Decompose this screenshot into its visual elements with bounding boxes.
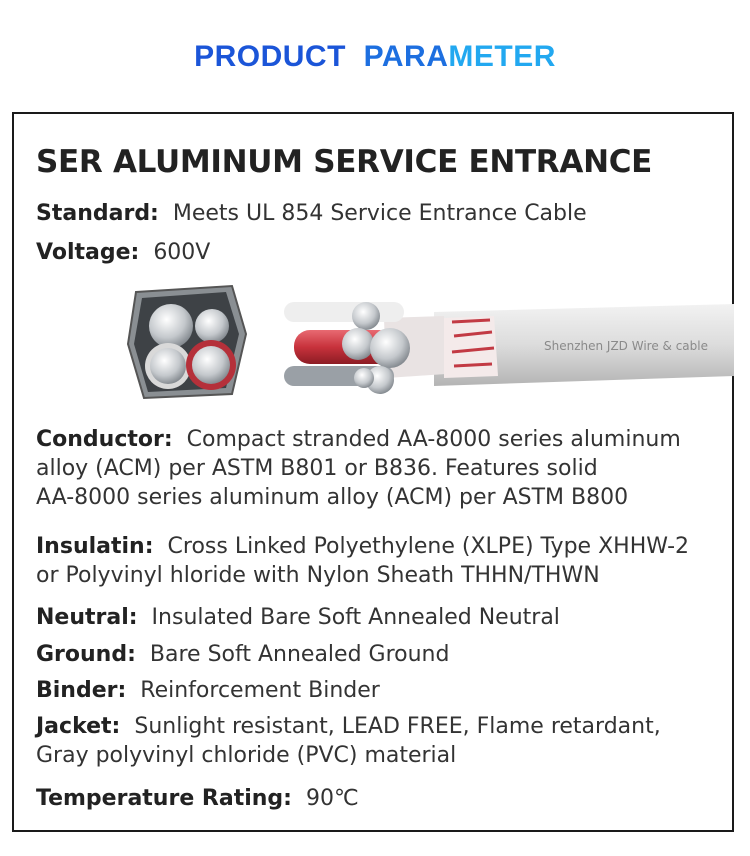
ground-value: Bare Soft Annealed Ground [149, 642, 450, 667]
voltage-label: Voltage: [36, 240, 140, 265]
cross-section [128, 286, 246, 398]
temperature-value: 90℃ [305, 786, 359, 811]
jacket-row [36, 712, 661, 741]
header-word-meter: METER [448, 40, 556, 73]
voltage-row [36, 238, 210, 267]
section-header [0, 40, 750, 74]
temperature-row [36, 784, 359, 813]
conductor-line2-row [36, 454, 598, 483]
product-title: SER ALUMINUM SERVICE ENTRANCE [36, 144, 653, 180]
conductor-line2: alloy (ACM) per ASTM B801 or B836. Features solid [36, 456, 598, 481]
binder-label: Binder: [36, 678, 127, 703]
jacket-label: Jacket: [36, 714, 121, 739]
standard-label: Standard: [36, 201, 159, 226]
standard-value: Meets UL 854 Service Entrance Cable [172, 201, 587, 226]
jacket-line1: Sunlight resistant, LEAD FREE, Flame retardant, [134, 714, 661, 739]
conductor-row [36, 425, 681, 454]
binder-row [36, 676, 380, 705]
cable-image [114, 274, 734, 409]
jacket-line2: Gray polyvinyl chloride (PVC) material [36, 743, 457, 768]
binder-value: Reinforcement Binder [140, 678, 380, 703]
header-word-para: PARA [363, 40, 449, 73]
insulation-row [36, 532, 689, 561]
ground-label: Ground: [36, 642, 136, 667]
neutral-row [36, 603, 560, 632]
insulation-line2-row [36, 561, 600, 590]
insulation-label: Insulatin: [36, 534, 154, 559]
cable-print-text: Shenzhen JZD Wire & cable [544, 339, 708, 353]
stripped-cable [284, 302, 734, 394]
conductor-label: Conductor: [36, 427, 173, 452]
ground-row [36, 640, 449, 669]
parameter-panel [12, 112, 734, 832]
conductor-line3: AA-8000 series aluminum alloy (ACM) per ASTM B800 [36, 485, 629, 510]
jacket-line2-row [36, 741, 456, 770]
temperature-label: Temperature Rating: [36, 786, 292, 811]
neutral-value: Insulated Bare Soft Annealed Neutral [151, 605, 560, 630]
voltage-value: 600V [153, 240, 211, 265]
conductor-line3-row [36, 483, 628, 512]
header-word-product: PRODUCT [194, 40, 346, 73]
insulation-line2: or Polyvinyl hloride with Nylon Sheath THHN/THWN [36, 563, 600, 588]
neutral-label: Neutral: [36, 605, 138, 630]
insulation-line1: Cross Linked Polyethylene (XLPE) Type XHHW-2 [167, 534, 690, 559]
conductor-line1: Compact stranded AA-8000 series aluminum [186, 427, 681, 452]
standard-row [36, 199, 587, 228]
